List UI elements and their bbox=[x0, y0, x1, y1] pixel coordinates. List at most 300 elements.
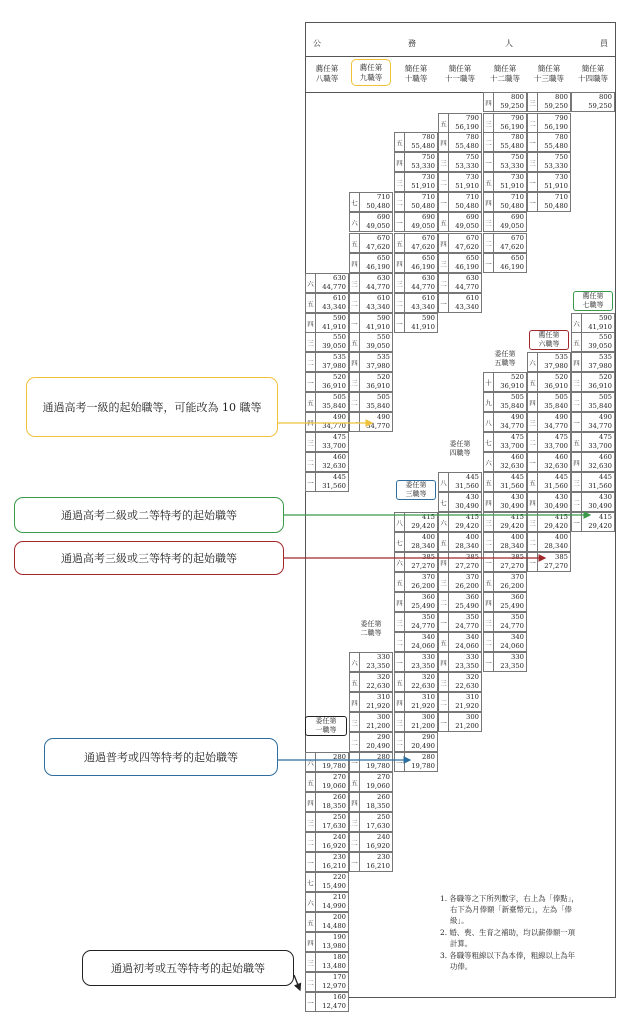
salary-points: 415 bbox=[555, 513, 568, 521]
salary-points: 750 bbox=[466, 153, 479, 161]
monthly-salary: 50,480 bbox=[366, 202, 390, 210]
grade-step: 三 bbox=[528, 93, 538, 111]
grade-step: 三 bbox=[484, 114, 494, 132]
grade-step: 四 bbox=[528, 393, 538, 411]
title-char-3: 人 bbox=[505, 39, 513, 48]
salary-cell bbox=[305, 792, 349, 812]
salary-cell bbox=[394, 532, 438, 552]
monthly-salary: 32,630 bbox=[322, 462, 346, 470]
salary-points: 350 bbox=[511, 613, 524, 621]
callout-3: 通過高考三級或三等特考的起始職等 bbox=[14, 541, 284, 575]
note-2: 2. 婚、喪、生育之補助，均以薪俸額一項計算。 bbox=[440, 928, 576, 948]
salary-points: 690 bbox=[511, 213, 524, 221]
salary-cell bbox=[305, 412, 349, 432]
monthly-salary: 56,190 bbox=[455, 123, 479, 131]
monthly-salary: 34,770 bbox=[500, 422, 524, 430]
grade-step: 三 bbox=[306, 433, 316, 451]
salary-points: 400 bbox=[422, 533, 435, 541]
salary-cell bbox=[305, 912, 349, 932]
salary-points: 490 bbox=[511, 413, 524, 421]
monthly-salary: 34,770 bbox=[366, 422, 390, 430]
monthly-salary: 16,210 bbox=[366, 862, 390, 870]
monthly-salary: 36,910 bbox=[366, 382, 390, 390]
salary-points: 520 bbox=[555, 373, 568, 381]
monthly-salary: 53,330 bbox=[544, 162, 568, 170]
grade-step: 四 bbox=[439, 234, 449, 252]
salary-cell bbox=[483, 612, 527, 632]
salary-points: 280 bbox=[333, 753, 346, 761]
monthly-salary: 21,200 bbox=[411, 722, 435, 730]
salary-cell bbox=[349, 752, 393, 772]
salary-points: 490 bbox=[377, 413, 390, 421]
grade-step: 四 bbox=[306, 314, 316, 332]
monthly-salary: 13,980 bbox=[322, 942, 346, 950]
salary-points: 790 bbox=[555, 114, 568, 122]
monthly-salary: 59,250 bbox=[588, 102, 612, 110]
grade-step: 一 bbox=[306, 373, 316, 391]
salary-cell bbox=[483, 492, 527, 512]
grade-step: 二 bbox=[350, 294, 360, 312]
salary-points: 385 bbox=[555, 553, 568, 561]
salary-cell bbox=[305, 372, 349, 392]
grade-step: 四 bbox=[350, 693, 360, 711]
salary-cell bbox=[349, 852, 393, 872]
grade-step: 五 bbox=[395, 573, 405, 591]
salary-cell bbox=[394, 212, 438, 232]
monthly-salary: 59,250 bbox=[500, 102, 524, 110]
salary-points: 505 bbox=[599, 393, 612, 401]
salary-cell bbox=[571, 92, 615, 112]
salary-cell bbox=[483, 253, 527, 273]
salary-cell bbox=[305, 432, 349, 452]
salary-points: 670 bbox=[422, 234, 435, 242]
column-header-1: 薦任第 八職等 bbox=[315, 64, 339, 83]
grade-step: 三 bbox=[306, 953, 316, 971]
grade-step: 四 bbox=[395, 693, 405, 711]
salary-cell bbox=[394, 253, 438, 273]
grade-step: 三 bbox=[484, 513, 494, 531]
salary-points: 400 bbox=[555, 533, 568, 541]
grade-step: 五 bbox=[395, 133, 405, 151]
salary-cell bbox=[438, 712, 482, 732]
salary-cell bbox=[483, 132, 527, 152]
salary-points: 460 bbox=[555, 453, 568, 461]
salary-points: 800 bbox=[555, 93, 568, 101]
grade-step: 六 bbox=[439, 513, 449, 531]
grade-step: 一 bbox=[484, 153, 494, 171]
salary-points: 280 bbox=[377, 753, 390, 761]
salary-cell bbox=[394, 192, 438, 212]
monthly-salary: 36,910 bbox=[544, 382, 568, 390]
salary-cell bbox=[349, 332, 393, 352]
monthly-salary: 55,480 bbox=[544, 142, 568, 150]
column-header-4: 簡任第 十一職等 bbox=[445, 64, 475, 83]
salary-cell bbox=[483, 412, 527, 432]
salary-cell bbox=[349, 392, 393, 412]
salary-points: 370 bbox=[511, 573, 524, 581]
grade-step: 四 bbox=[439, 553, 449, 571]
grade-step: 十 bbox=[484, 373, 494, 391]
salary-points: 535 bbox=[333, 353, 346, 361]
grade-step: 五 bbox=[350, 773, 360, 791]
salary-cell bbox=[438, 152, 482, 172]
salary-points: 430 bbox=[511, 493, 524, 501]
grade-step: 五 bbox=[306, 393, 316, 411]
grade-step: 二 bbox=[350, 833, 360, 851]
grade-step: 四 bbox=[484, 593, 494, 611]
grade-tag-5: 委任第 三職等 bbox=[396, 480, 436, 500]
monthly-salary: 19,780 bbox=[411, 762, 435, 770]
salary-cell bbox=[527, 192, 571, 212]
salary-points: 445 bbox=[466, 473, 479, 481]
grade-step: 一 bbox=[395, 314, 405, 332]
monthly-salary: 17,630 bbox=[366, 822, 390, 830]
salary-cell bbox=[394, 752, 438, 772]
grade-step: 三 bbox=[439, 254, 449, 272]
salary-points: 320 bbox=[377, 673, 390, 681]
grade-step: 三 bbox=[439, 673, 449, 691]
monthly-salary: 51,910 bbox=[411, 182, 435, 190]
salary-points: 445 bbox=[333, 473, 346, 481]
monthly-salary: 19,060 bbox=[366, 782, 390, 790]
grade-step: 二 bbox=[528, 533, 538, 551]
salary-points: 300 bbox=[377, 713, 390, 721]
monthly-salary: 17,630 bbox=[322, 822, 346, 830]
monthly-salary: 24,770 bbox=[455, 622, 479, 630]
monthly-salary: 44,770 bbox=[366, 283, 390, 291]
monthly-salary: 24,060 bbox=[500, 642, 524, 650]
salary-points: 590 bbox=[599, 314, 612, 322]
salary-cell bbox=[438, 672, 482, 692]
salary-cell bbox=[349, 772, 393, 792]
salary-points: 300 bbox=[466, 713, 479, 721]
monthly-salary: 47,620 bbox=[455, 243, 479, 251]
salary-cell bbox=[571, 492, 615, 512]
salary-points: 590 bbox=[422, 314, 435, 322]
salary-points: 415 bbox=[511, 513, 524, 521]
grade-step: 一 bbox=[484, 553, 494, 571]
salary-cell bbox=[305, 392, 349, 412]
grade-step: 四 bbox=[395, 153, 405, 171]
monthly-salary: 34,770 bbox=[544, 422, 568, 430]
grade-step: 六 bbox=[395, 553, 405, 571]
salary-points: 460 bbox=[511, 453, 524, 461]
grade-step: 三 bbox=[306, 333, 316, 351]
grade-step: 四 bbox=[306, 933, 316, 951]
salary-cell bbox=[438, 293, 482, 313]
salary-points: 430 bbox=[555, 493, 568, 501]
monthly-salary: 46,190 bbox=[411, 263, 435, 271]
salary-cell bbox=[438, 552, 482, 572]
grade-step: 一 bbox=[484, 653, 494, 671]
monthly-salary: 39,050 bbox=[366, 342, 390, 350]
salary-points: 475 bbox=[555, 433, 568, 441]
salary-cell bbox=[394, 572, 438, 592]
monthly-salary: 49,050 bbox=[411, 222, 435, 230]
grade-step: 六 bbox=[528, 353, 538, 371]
monthly-salary: 49,050 bbox=[500, 222, 524, 230]
monthly-salary: 47,620 bbox=[411, 243, 435, 251]
salary-points: 400 bbox=[511, 533, 524, 541]
salary-cell bbox=[483, 452, 527, 472]
title-char-1: 公 bbox=[313, 39, 321, 48]
grade-step: 四 bbox=[350, 353, 360, 371]
salary-points: 670 bbox=[377, 234, 390, 242]
salary-cell bbox=[349, 792, 393, 812]
grade-step: 八 bbox=[439, 473, 449, 491]
grade-step: 五 bbox=[484, 173, 494, 191]
grade-step: 二 bbox=[306, 353, 316, 371]
monthly-salary: 37,980 bbox=[366, 362, 390, 370]
grade-step: 三 bbox=[395, 274, 405, 292]
salary-cell bbox=[438, 592, 482, 612]
salary-cell bbox=[394, 692, 438, 712]
salary-cell bbox=[305, 972, 349, 992]
grade-step: 三 bbox=[395, 713, 405, 731]
grade-step: 四 bbox=[395, 254, 405, 272]
grade-step: 五 bbox=[528, 473, 538, 491]
monthly-salary: 24,060 bbox=[411, 642, 435, 650]
grade-step: 五 bbox=[439, 633, 449, 651]
salary-points: 415 bbox=[466, 513, 479, 521]
grade-step: 五 bbox=[484, 473, 494, 491]
grade-step: 五 bbox=[528, 373, 538, 391]
grade-step: 二 bbox=[350, 733, 360, 751]
salary-cell bbox=[527, 412, 571, 432]
monthly-salary: 33,700 bbox=[500, 442, 524, 450]
monthly-salary: 51,910 bbox=[544, 182, 568, 190]
note-3: 3. 各職等粗線以下為本俸，粗線以上為年功俸。 bbox=[440, 951, 576, 971]
salary-points: 730 bbox=[466, 173, 479, 181]
salary-points: 790 bbox=[511, 114, 524, 122]
monthly-salary: 41,910 bbox=[366, 323, 390, 331]
monthly-salary: 22,630 bbox=[455, 682, 479, 690]
salary-cell bbox=[349, 732, 393, 752]
salary-points: 520 bbox=[333, 373, 346, 381]
monthly-salary: 36,910 bbox=[588, 382, 612, 390]
salary-cell bbox=[394, 233, 438, 253]
salary-cell bbox=[483, 512, 527, 532]
monthly-salary: 14,990 bbox=[322, 902, 346, 910]
title-char-4: 員 bbox=[600, 39, 608, 48]
monthly-salary: 37,980 bbox=[544, 362, 568, 370]
monthly-salary: 12,470 bbox=[322, 1002, 346, 1010]
monthly-salary: 31,560 bbox=[500, 482, 524, 490]
monthly-salary: 44,770 bbox=[322, 283, 346, 291]
salary-cell bbox=[349, 832, 393, 852]
salary-points: 320 bbox=[422, 673, 435, 681]
salary-cell bbox=[438, 113, 482, 133]
grade-step: 九 bbox=[484, 393, 494, 411]
salary-points: 280 bbox=[422, 753, 435, 761]
salary-points: 330 bbox=[511, 653, 524, 661]
salary-points: 710 bbox=[422, 193, 435, 201]
salary-points: 475 bbox=[511, 433, 524, 441]
grade-step: 四 bbox=[306, 413, 316, 431]
salary-points: 505 bbox=[333, 393, 346, 401]
salary-points: 730 bbox=[511, 173, 524, 181]
salary-points: 415 bbox=[422, 513, 435, 521]
grade-step: 三 bbox=[572, 473, 582, 491]
grade-step: 二 bbox=[395, 193, 405, 211]
grade-step: 一 bbox=[395, 653, 405, 671]
salary-points: 535 bbox=[555, 353, 568, 361]
grade-tag-4: 委任第 四職等 bbox=[440, 440, 480, 460]
salary-cell bbox=[483, 432, 527, 452]
salary-cell bbox=[527, 92, 571, 112]
grade-step: 七 bbox=[306, 873, 316, 891]
salary-points: 385 bbox=[466, 553, 479, 561]
salary-cell bbox=[305, 472, 349, 492]
grade-step: 一 bbox=[306, 993, 316, 1011]
grade-step: 一 bbox=[306, 853, 316, 871]
salary-cell bbox=[349, 412, 393, 432]
salary-cell bbox=[438, 652, 482, 672]
salary-cell bbox=[305, 812, 349, 832]
grade-step: 二 bbox=[572, 393, 582, 411]
salary-points: 310 bbox=[422, 693, 435, 701]
salary-cell bbox=[305, 332, 349, 352]
monthly-salary: 32,630 bbox=[588, 462, 612, 470]
monthly-salary: 15,490 bbox=[322, 882, 346, 890]
grade-step: 三 bbox=[484, 213, 494, 231]
monthly-salary: 35,840 bbox=[588, 402, 612, 410]
monthly-salary: 24,770 bbox=[411, 622, 435, 630]
salary-cell bbox=[527, 113, 571, 133]
salary-points: 670 bbox=[511, 234, 524, 242]
monthly-salary: 22,630 bbox=[366, 682, 390, 690]
salary-cell bbox=[394, 313, 438, 333]
grade-step: 一 bbox=[350, 413, 360, 431]
salary-points: 590 bbox=[333, 314, 346, 322]
grade-step: 二 bbox=[306, 833, 316, 851]
monthly-salary: 43,340 bbox=[455, 303, 479, 311]
salary-cell bbox=[571, 472, 615, 492]
grade-step: 一 bbox=[350, 853, 360, 871]
salary-cell bbox=[438, 172, 482, 192]
monthly-salary: 31,560 bbox=[322, 482, 346, 490]
salary-points: 385 bbox=[511, 553, 524, 561]
salary-points: 230 bbox=[377, 853, 390, 861]
monthly-salary: 46,190 bbox=[366, 263, 390, 271]
grade-step: 五 bbox=[439, 533, 449, 551]
salary-points: 180 bbox=[333, 953, 346, 961]
salary-cell bbox=[438, 273, 482, 293]
monthly-salary: 49,050 bbox=[455, 222, 479, 230]
salary-cell bbox=[349, 352, 393, 372]
grade-step: 二 bbox=[528, 433, 538, 451]
salary-cell bbox=[571, 352, 615, 372]
salary-cell bbox=[394, 152, 438, 172]
monthly-salary: 50,480 bbox=[544, 202, 568, 210]
callout-2: 通過高考二級或二等特考的起始職等 bbox=[14, 497, 284, 533]
monthly-salary: 24,060 bbox=[455, 642, 479, 650]
salary-cell bbox=[394, 652, 438, 672]
grade-step: 七 bbox=[350, 193, 360, 211]
notes-box bbox=[440, 893, 580, 973]
salary-points: 710 bbox=[511, 193, 524, 201]
salary-cell bbox=[394, 172, 438, 192]
grade-step: 三 bbox=[395, 173, 405, 191]
salary-cell bbox=[394, 552, 438, 572]
salary-points: 780 bbox=[511, 133, 524, 141]
salary-cell bbox=[349, 672, 393, 692]
salary-cell bbox=[483, 113, 527, 133]
salary-cell bbox=[305, 313, 349, 333]
monthly-salary: 36,910 bbox=[322, 382, 346, 390]
monthly-salary: 59,250 bbox=[544, 102, 568, 110]
grade-step: 二 bbox=[572, 493, 582, 511]
grade-step: 六 bbox=[306, 893, 316, 911]
salary-cell bbox=[527, 352, 571, 372]
salary-cell bbox=[483, 552, 527, 572]
salary-points: 360 bbox=[466, 593, 479, 601]
salary-points: 710 bbox=[377, 193, 390, 201]
salary-cell bbox=[438, 532, 482, 552]
salary-points: 250 bbox=[377, 813, 390, 821]
grade-step: 三 bbox=[528, 513, 538, 531]
salary-points: 750 bbox=[555, 153, 568, 161]
monthly-salary: 19,060 bbox=[322, 782, 346, 790]
monthly-salary: 25,490 bbox=[500, 602, 524, 610]
monthly-salary: 29,420 bbox=[544, 522, 568, 530]
monthly-salary: 37,980 bbox=[588, 362, 612, 370]
salary-points: 505 bbox=[511, 393, 524, 401]
salary-points: 290 bbox=[377, 733, 390, 741]
salary-points: 340 bbox=[511, 633, 524, 641]
salary-points: 445 bbox=[599, 473, 612, 481]
grade-tag-1: 薦任第 七職等 bbox=[573, 291, 613, 311]
salary-points: 490 bbox=[333, 413, 346, 421]
grade-step: 四 bbox=[439, 653, 449, 671]
salary-points: 475 bbox=[333, 433, 346, 441]
salary-cell bbox=[305, 832, 349, 852]
salary-cell bbox=[571, 512, 615, 532]
salary-cell bbox=[438, 472, 482, 492]
grade-step: 四 bbox=[439, 133, 449, 151]
salary-points: 780 bbox=[555, 133, 568, 141]
salary-points: 415 bbox=[599, 513, 612, 521]
salary-points: 310 bbox=[377, 693, 390, 701]
monthly-salary: 33,700 bbox=[544, 442, 568, 450]
monthly-salary: 21,920 bbox=[366, 702, 390, 710]
salary-cell bbox=[394, 132, 438, 152]
grade-step: 一 bbox=[572, 413, 582, 431]
monthly-salary: 28,340 bbox=[455, 542, 479, 550]
monthly-salary: 16,210 bbox=[322, 862, 346, 870]
salary-points: 340 bbox=[466, 633, 479, 641]
monthly-salary: 25,490 bbox=[411, 602, 435, 610]
grade-step: 一 bbox=[528, 553, 538, 571]
salary-cell bbox=[349, 192, 393, 212]
monthly-salary: 55,480 bbox=[411, 142, 435, 150]
grade-step: 四 bbox=[350, 254, 360, 272]
salary-points: 260 bbox=[377, 793, 390, 801]
salary-points: 250 bbox=[333, 813, 346, 821]
column-header-5: 簡任第 十二職等 bbox=[490, 64, 520, 83]
salary-cell bbox=[438, 253, 482, 273]
grade-step: 一 bbox=[350, 753, 360, 771]
grade-step: 二 bbox=[439, 693, 449, 711]
monthly-salary: 56,190 bbox=[544, 123, 568, 131]
salary-cell bbox=[394, 612, 438, 632]
salary-cell bbox=[349, 293, 393, 313]
grade-step: 三 bbox=[528, 413, 538, 431]
grade-step: 五 bbox=[572, 333, 582, 351]
monthly-salary: 21,920 bbox=[411, 702, 435, 710]
salary-cell bbox=[527, 152, 571, 172]
salary-points: 670 bbox=[466, 234, 479, 242]
